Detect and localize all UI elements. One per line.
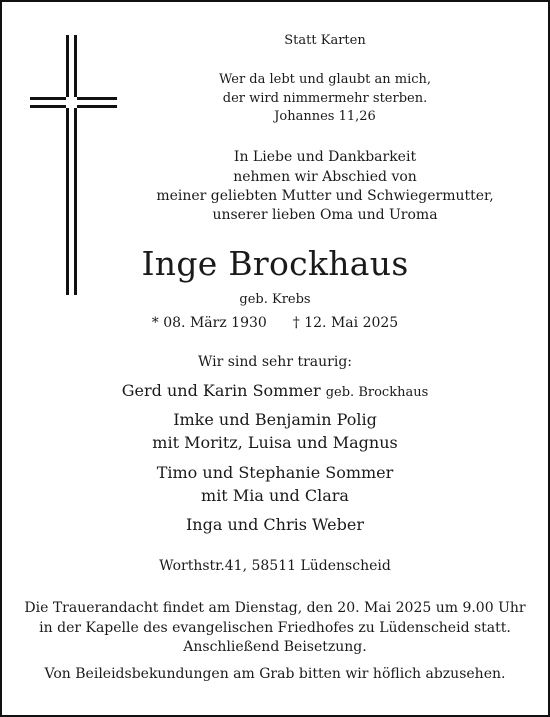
mourner-family-1: [0, 381, 550, 400]
intro-line-1: In Liebe und Dankbarkeit: [233, 149, 417, 165]
mourner-family-4: Inga und Chris Weber: [185, 515, 364, 534]
ceremony-line-2: in der Kapelle des evangelischen Friedhofes zu Lüdenscheid statt.: [39, 620, 511, 636]
birth-date: * 08. März 1930: [151, 315, 267, 331]
mourner-family-2-line-2: mit Moritz, Luisa und Magnus: [152, 433, 398, 452]
death-date: † 12. Mai 2025: [292, 315, 399, 331]
mourner-family-1-suffix: geb. Brockhaus: [325, 385, 429, 400]
intro-line-2: nehmen wir Abschied von: [233, 169, 417, 185]
mourner-family-1-name: Gerd und Karin Sommer: [121, 381, 321, 400]
mourner-family-3-line-2: mit Mia und Clara: [201, 486, 349, 505]
mourner-family-3-line-1: Timo und Stephanie Sommer: [156, 463, 394, 482]
verse-reference: Johannes 11,26: [274, 109, 376, 124]
ceremony-line-3: Anschließend Beisetzung.: [183, 639, 367, 655]
ceremony-line-1: Die Trauerandacht findet am Dienstag, den 20. Mai 2025 um 9.00 Uhr: [24, 600, 526, 616]
deceased-name: Inge Brockhaus: [141, 244, 409, 283]
verse-line-1: Wer da lebt und glaubt an mich,: [218, 72, 432, 87]
verse-line-2: der wird nimmermehr sterben.: [222, 91, 428, 106]
life-dates: [0, 315, 550, 331]
intro-line-3: meiner geliebten Mutter und Schwiegermutter,: [156, 188, 494, 204]
mourner-family-2-line-1: Imke und Benjamin Polig: [173, 410, 377, 429]
mourners-intro: Wir sind sehr traurig:: [197, 354, 352, 370]
maiden-name: geb. Krebs: [239, 292, 311, 307]
statt-karten-label: Statt Karten: [284, 33, 366, 48]
intro-line-4: unserer lieben Oma und Uroma: [212, 207, 438, 223]
address: Worthstr.41, 58511 Lüdenscheid: [159, 558, 391, 574]
condolence-note: Von Beileidsbekundungen am Grab bitten wir höflich abzusehen.: [44, 666, 506, 682]
